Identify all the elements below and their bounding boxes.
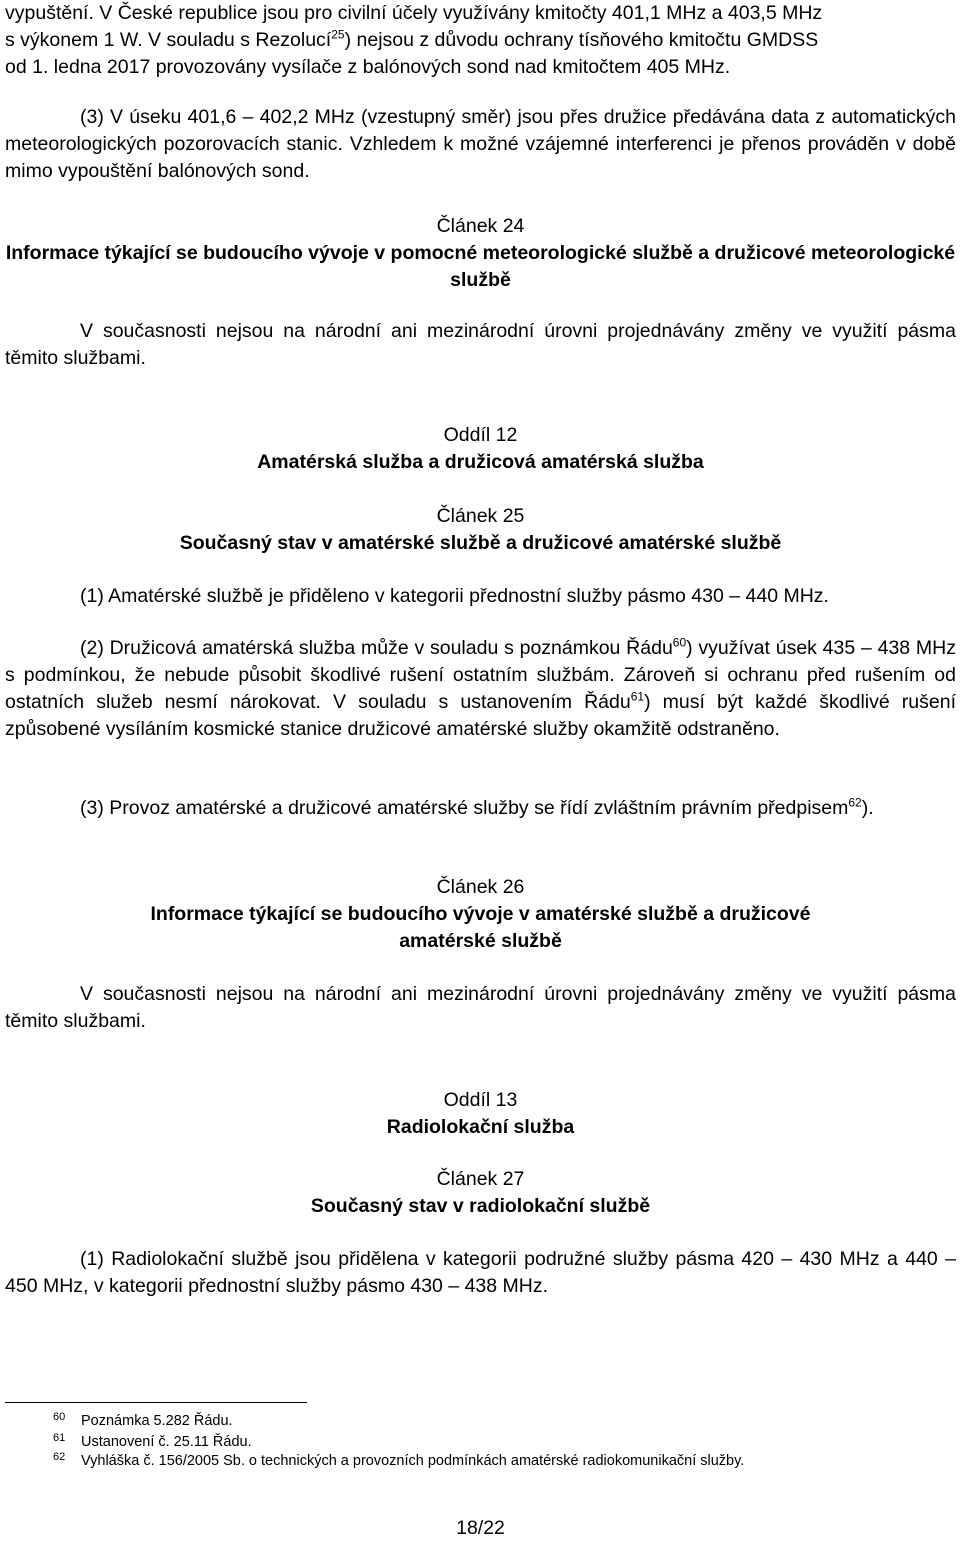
footnote-ref: 62	[848, 795, 862, 810]
footnote-text: Vyhláška č. 156/2005 Sb. o technických a provozních podmínkách amatérské radiokomunikační služby.	[81, 1453, 745, 1469]
section-title: Amatérská služba a družicová amatérská služba	[257, 451, 704, 473]
paragraph-text: (3) Provoz amatérské a družicové amatérské služby se řídí zvláštním právním předpisem	[80, 797, 849, 819]
section-label: Oddíl 13	[443, 1089, 518, 1111]
article-25	[5, 503, 956, 557]
article-title: Současný stav v amatérské službě a družicové amatérské službě	[179, 532, 782, 554]
article-label: Článek 27	[436, 1168, 525, 1190]
paragraph-text: ).	[861, 797, 874, 819]
article-title: Informace týkající se budoucího vývoje v pomocné meteorologické službě a družicové meteorologické službě	[5, 242, 956, 291]
paragraph-text: V současnosti nejsou na národní ani mezinárodní úrovni projednávány změny ve využití pásma těmito službami.	[5, 983, 956, 1032]
paragraph-text: (1) Radiolokační službě jsou přidělena v kategorii podružné služby pásma 420 ‒ 430 MHz a 440 ‒ 450 MHz, v kategorii přednostní služby pásmo 430 ‒ 438 MHz.	[5, 1248, 956, 1297]
footnote-ref: 61	[630, 689, 645, 704]
page-number: 18/22	[456, 1517, 505, 1539]
footnote	[53, 1452, 744, 1471]
section-label: Oddíl 12	[443, 424, 518, 446]
article-24-text	[5, 318, 956, 372]
footnote-number: 62	[53, 1451, 66, 1463]
paragraph-text: V současnosti nejsou na národní ani mezinárodní úrovni projednávány změny ve využití pásma těmito službami.	[5, 320, 956, 369]
continuation-paragraph	[5, 0, 956, 81]
article-title: Informace týkající se budoucího vývoje v amatérské službě a družicové amatérské službě	[150, 903, 811, 952]
paragraph-text: (2) Družicová amatérská služba může v souladu s poznámkou Řádu	[80, 637, 673, 659]
paragraph-3	[5, 104, 956, 185]
section-title: Radiolokační služba	[386, 1116, 575, 1138]
footnote-divider	[5, 1402, 307, 1403]
article-24	[5, 213, 956, 294]
article-25-p1	[5, 583, 956, 610]
paragraph-text: ) využívat úsek 435 ‒ 438 MHz s podmínkou, že nebude působit škodlivé rušení ostatním službám. Zároveň si ochranu před rušením od ostatních služeb nesmí nárokovat. V souladu s ustanovením Řádu	[5, 637, 956, 713]
article-27	[5, 1166, 956, 1220]
article-label: Článek 26	[436, 876, 525, 898]
paragraph-text: (1) Amatérské službě je přiděleno v kategorii přednostní služby pásmo 430 ‒ 440 MHz.	[80, 585, 829, 607]
article-27-p1	[5, 1246, 956, 1300]
footnote-text: Ustanovení č. 25.11 Řádu.	[81, 1434, 252, 1450]
section-13	[5, 1087, 956, 1141]
article-title: Současný stav v radiolokační službě	[310, 1195, 651, 1217]
text-line: ) nejsou z důvodu ochrany tísňového kmitočtu GMDSS	[344, 29, 819, 51]
footnote	[53, 1433, 252, 1452]
text-line: od 1. ledna 2017 provozovány vysílače z balónových sond nad kmitočtem 405 MHz.	[5, 56, 731, 78]
article-26-text	[5, 981, 956, 1035]
article-25-p3	[5, 795, 956, 822]
article-26	[5, 874, 956, 955]
footnote-number: 60	[53, 1411, 66, 1423]
footnote-ref: 25	[331, 27, 345, 42]
article-25-p2	[5, 635, 956, 743]
section-12	[5, 422, 956, 476]
paragraph-text: ) musí být každé škodlivé rušení způsobené vysíláním kosmické stanice družicové amatérské služby okamžitě odstraněno.	[5, 691, 956, 740]
article-label: Článek 24	[436, 215, 525, 237]
text-line: vypuštění. V České republice jsou pro civilní účely využívány kmitočty 401,1 MHz a 403,5 MHz	[5, 2, 823, 24]
paragraph-text: (3) V úseku 401,6 ‒ 402,2 MHz (vzestupný směr) jsou přes družice předávána data z automatických meteorologických pozorovacích stanic. Vzhledem k možné vzájemné interferenci je přenos prováděn v době mimo vypouštění balónových sond.	[5, 106, 956, 182]
text-line: s výkonem 1 W. V souladu s Rezolucí	[5, 29, 332, 51]
footnote-text: Poznámka 5.282 Řádu.	[81, 1413, 233, 1429]
footnote-number: 61	[53, 1432, 66, 1444]
footnote-ref: 60	[672, 635, 687, 650]
article-label: Článek 25	[436, 505, 525, 527]
